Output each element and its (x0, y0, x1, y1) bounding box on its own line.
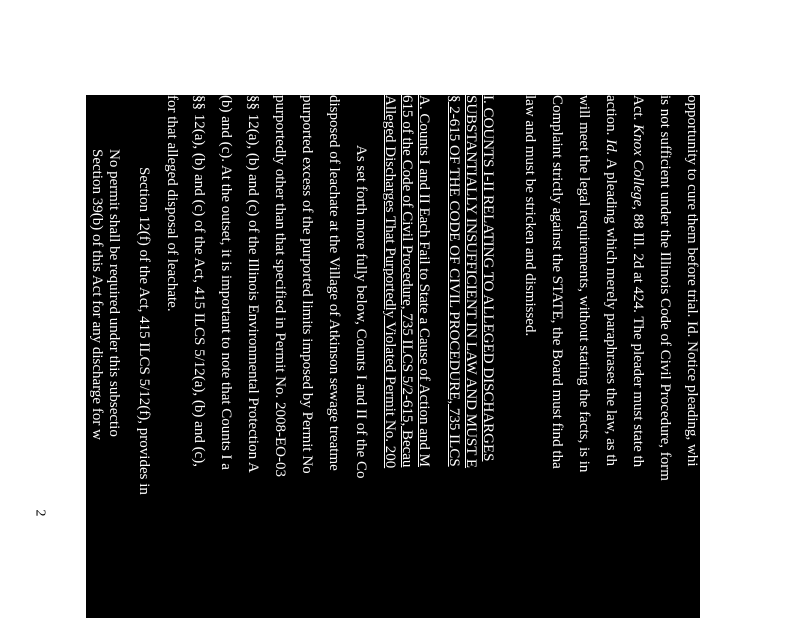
subsection-heading: Alleged Discharges That Purportedly Violated Permit No. 200 (382, 95, 398, 469)
text-line: As set forth more fully below, Counts I and II of the Co (353, 145, 369, 479)
section-heading: § 2-615 OF THE CODE OF CIVIL PROCEDURE, 735 ILCS (446, 95, 462, 467)
text-line: is not sufficient under the Illinois Code of Civil Procedure, form (657, 95, 673, 481)
case-name: Knox College (630, 124, 646, 207)
text-line: (b) and (c). At the outset, it is important to note that Counts I a (218, 95, 234, 470)
subsection-heading: 615 of the Code of Civil Procedure, 735 ILCS 5/2-615, Becau (399, 95, 415, 468)
text-line: §§ 12(a), (b) and (c) of the Illinois Environmental Protection A (245, 95, 261, 473)
text-line: for that alleged disposal of leachate. (164, 95, 180, 312)
rotated-text-frame (38, 95, 700, 618)
quote-line: Section 39(b) of this Act for any discharge for w (89, 149, 105, 440)
text-run: , 88 Ill. 2d at 424. The pleader must state th (630, 206, 646, 468)
text-line (602, 95, 619, 466)
text-line: will meet the legal requirements, without stating the facts, is in (576, 95, 592, 473)
quote-line: regulations pursuant thereto. (38, 149, 54, 321)
quote-line: now or hereafter amended [33 U.S.C. § 1251 et (55, 149, 71, 434)
citation-id: Id. (603, 139, 619, 156)
text-line: disposed of leachate at the Village of Atkinson sewage treatme (326, 95, 342, 471)
page-number: 2 (32, 509, 48, 517)
quote-line: not required under the Federal Water Pollution (72, 149, 88, 429)
text-line: Section 12(f) of the Act, 415 ILCS 5/12(f), provides in (136, 167, 152, 495)
text-line: Complaint strictly against the STATE, the Board must find tha (549, 95, 565, 469)
quote-line: No permit shall be required under this subsectio (106, 149, 122, 437)
text-run: action. (603, 95, 619, 140)
text-line: law and must be stricken and dismissed. (522, 95, 538, 337)
text-run: A pleading which merely paraphrases the law, as th (603, 155, 619, 467)
text-line: opportunity to cure them before trial. Id. Notice pleading, whi (684, 95, 700, 467)
subsection-heading: A. Counts I and II Each Fail to State a Cause of Action and M (416, 95, 432, 468)
text-run: Act. (630, 95, 646, 125)
text-line: purported excess of the purported limits imposed by Permit No (299, 95, 315, 474)
section-heading: I. COUNTS I-II RELATING TO ALLEGED DISCHARGES (480, 95, 496, 462)
text-line: §§ 12(a), (b) and (c) of the Act, 415 ILCS 5/12(a), (b) and (c), (191, 95, 207, 467)
section-heading: SUBSTANTIALLY INSUFFICIENT IN LAW AND MUST E (463, 95, 479, 469)
text-line: purportedly other than that specified in Permit No. 2008-EO-03 (272, 95, 288, 477)
text-line (629, 95, 646, 467)
scanned-text-block (38, 95, 700, 618)
